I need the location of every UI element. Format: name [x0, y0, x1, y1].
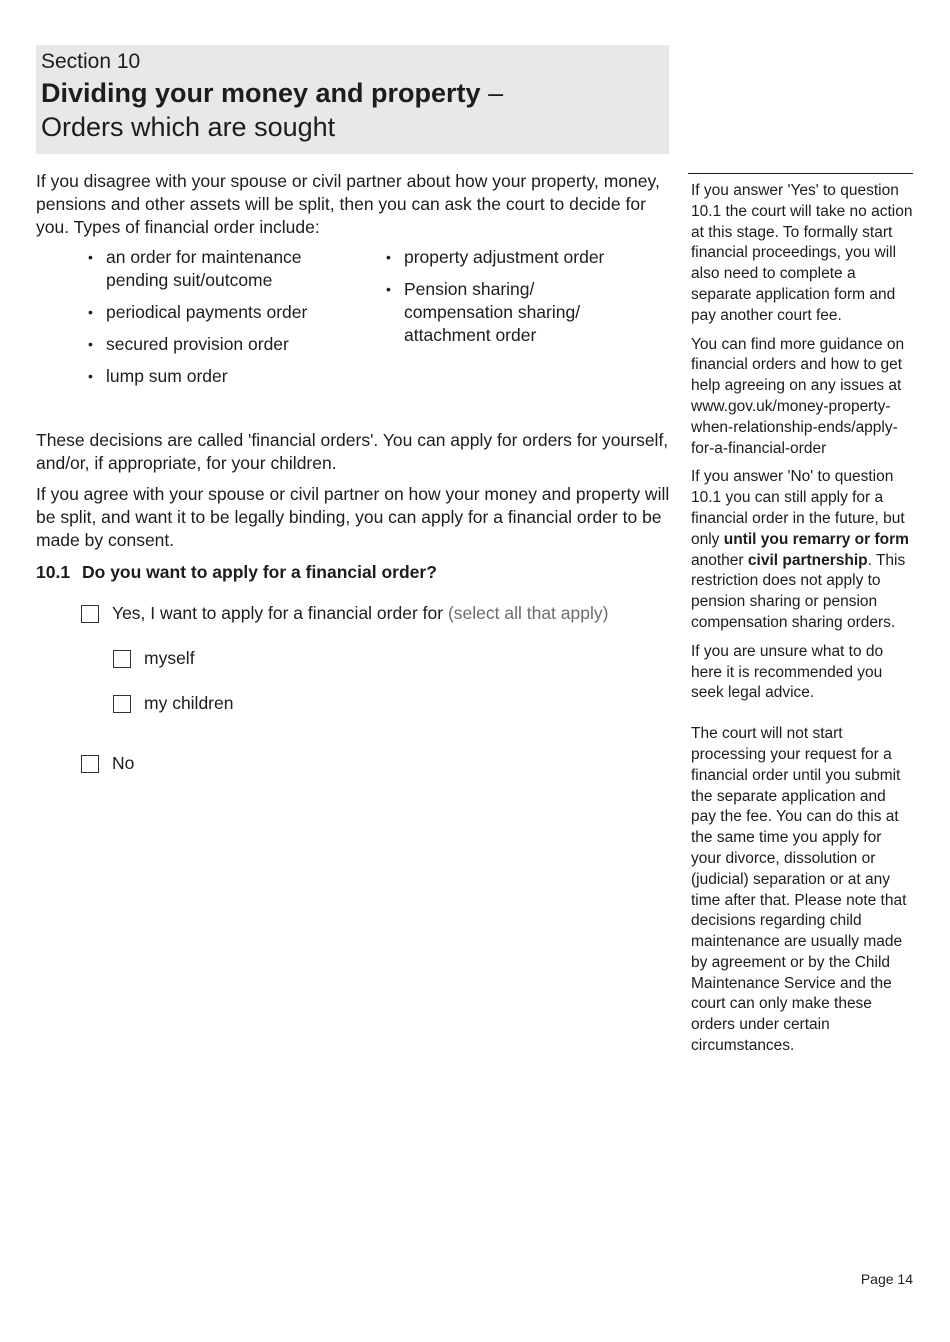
yes-hint: (select all that apply): [447, 603, 609, 623]
order-types-list-right: [386, 246, 636, 356]
no-label: No: [112, 753, 135, 773]
option-my-children: [113, 692, 233, 715]
page-title-bold: Dividing your money and property: [41, 78, 481, 108]
list-item: • Pension sharing/ compensation sharing/ attachment order: [386, 278, 636, 347]
list-item: • secured provision order: [88, 333, 338, 356]
guidance-no: [691, 467, 913, 633]
guidance-no-bold-1: until you remarry or form: [723, 530, 909, 548]
guidance-processing: The court will not start processing your request for a financial order until you submit the separate application and pay the fee. You can do this at the same time you apply for your divorce, dissolution or (judicial) separation or at any time after that. Please note that decisions regarding child maintenance are usually made by agreement or by the Child Maintenance Service and the court can only make these orders under certain circumstances.: [691, 725, 907, 1055]
list-item: • lump sum order: [88, 365, 338, 388]
section-label: Section 10: [41, 50, 141, 73]
my-children-checkbox[interactable]: [113, 695, 131, 713]
myself-label: myself: [144, 648, 195, 668]
question-text: Do you want to apply for a financial order?: [82, 562, 437, 582]
list-item: • periodical payments order: [88, 301, 338, 324]
myself-checkbox[interactable]: [113, 650, 131, 668]
page-title: [41, 76, 669, 110]
guidance-sidebar: [688, 173, 913, 1065]
guidance-no-mid: another: [691, 551, 748, 569]
list-item: • an order for maintenance pending suit/outcome: [88, 246, 338, 292]
guidance-link-paragraph: You can find more guidance on financial orders and how to get help agreeing on any issues at www.gov.uk/money-property-when-relationship-ends/apply-for-a-financial-order: [691, 335, 905, 457]
financial-orders-paragraph: These decisions are called 'financial orders'. You can apply for orders for yourself, and/or, if appropriate, for your children.: [36, 430, 669, 473]
guidance-no-end: . This restriction does not apply to pension sharing or pension compensation sharing orders.: [691, 551, 906, 631]
no-checkbox[interactable]: [81, 755, 99, 773]
option-no: [81, 752, 134, 775]
guidance-no-start: If you answer 'No' to question 10.1 you can still apply for a financial order in the future, but only: [691, 468, 905, 548]
section-header: [36, 45, 669, 154]
yes-checkbox[interactable]: [81, 605, 99, 623]
guidance-yes: If you answer 'Yes' to question 10.1 the court will take no action at this stage. To formally start financial proceedings, you will also need to complete a separate application form and pay another court fee.: [691, 182, 913, 324]
option-myself: [113, 647, 195, 670]
consent-paragraph: If you agree with your spouse or civil partner on how your money and property will be split, and want it to be legally binding, you can apply for a financial order to be made by consent.: [36, 484, 670, 550]
yes-label: [112, 602, 608, 625]
guidance-legal-advice: If you are unsure what to do here it is recommended you seek legal advice.: [691, 642, 884, 702]
guidance-no-bold-2: civil partnership: [747, 551, 868, 569]
page-subtitle: Orders which are sought: [41, 112, 336, 142]
question-10-1: [36, 561, 437, 584]
question-number: 10.1: [36, 562, 71, 582]
intro-paragraph: If you disagree with your spouse or civil partner about how your property, money, pensions and other assets will be split, then you can ask the court to decide for you. Types of financial order include:: [36, 171, 660, 237]
option-yes: [81, 602, 608, 625]
page-number: Page 14: [860, 1271, 913, 1287]
list-item: • property adjustment order: [386, 246, 636, 269]
my-children-label: my children: [144, 693, 234, 713]
yes-label-text: Yes, I want to apply for a financial order for: [112, 603, 444, 623]
title-dash: –: [480, 78, 504, 108]
order-types-list-left: [88, 246, 338, 397]
